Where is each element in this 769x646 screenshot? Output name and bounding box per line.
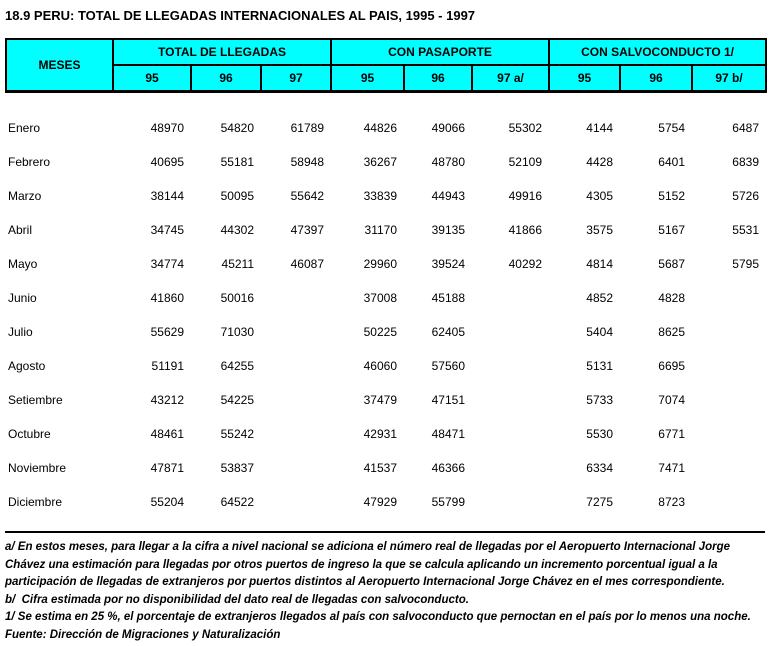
value-cell bbox=[260, 281, 330, 315]
value-cell: 55242 bbox=[220, 427, 254, 441]
value-cell: 71030 bbox=[220, 325, 254, 339]
value-cell: 46060 bbox=[363, 359, 397, 373]
month-cell: Agosto bbox=[8, 359, 46, 373]
year-header: 96 bbox=[620, 65, 692, 92]
value-cell: 37479 bbox=[363, 393, 397, 407]
year-header: 95 bbox=[331, 65, 404, 92]
value-cell bbox=[260, 383, 330, 417]
value-cell: 40695 bbox=[150, 155, 184, 169]
value-cell: 7074 bbox=[658, 393, 685, 407]
value-cell: 38144 bbox=[150, 189, 184, 203]
value-cell: 41866 bbox=[508, 223, 542, 237]
year-header: 97 a/ bbox=[472, 65, 549, 92]
value-cell: 6334 bbox=[586, 461, 613, 475]
value-cell bbox=[471, 451, 548, 485]
page-title: 18.9 PERU: TOTAL DE LLEGADAS INTERNACIONALES AL PAIS, 1995 - 1997 bbox=[5, 8, 476, 23]
value-cell: 47871 bbox=[150, 461, 184, 475]
month-cell: Noviembre bbox=[8, 461, 67, 475]
value-cell: 6839 bbox=[732, 155, 759, 169]
value-cell: 6401 bbox=[658, 155, 685, 169]
value-cell: 62405 bbox=[431, 325, 465, 339]
value-cell: 4852 bbox=[586, 291, 613, 305]
value-cell: 7471 bbox=[658, 461, 685, 475]
value-cell: 4814 bbox=[586, 257, 613, 271]
value-cell: 49916 bbox=[508, 189, 542, 203]
value-cell: 37008 bbox=[363, 291, 397, 305]
value-cell: 29960 bbox=[363, 257, 397, 271]
year-header: 95 bbox=[113, 65, 191, 92]
value-cell: 55181 bbox=[220, 155, 254, 169]
value-cell: 36267 bbox=[363, 155, 397, 169]
value-cell: 33839 bbox=[363, 189, 397, 203]
table-row bbox=[5, 451, 765, 485]
month-cell: Setiembre bbox=[8, 393, 63, 407]
value-cell bbox=[471, 281, 548, 315]
value-cell: 8625 bbox=[658, 325, 685, 339]
table-header bbox=[5, 38, 767, 93]
value-cell: 31170 bbox=[364, 223, 397, 237]
year-header: 97 bbox=[261, 65, 331, 92]
footnote: b/ Cifra estimada por no disponibilidad del dato real de llegadas con salvoconducto. bbox=[5, 593, 469, 606]
value-cell: 45188 bbox=[431, 291, 465, 305]
value-cell bbox=[691, 349, 765, 383]
column-header-meses: MESES bbox=[6, 39, 113, 92]
value-cell: 48970 bbox=[150, 121, 184, 135]
value-cell: 58948 bbox=[290, 155, 324, 169]
value-cell bbox=[471, 485, 548, 519]
value-cell: 50095 bbox=[220, 189, 254, 203]
value-cell: 49066 bbox=[431, 121, 465, 135]
value-cell: 61789 bbox=[290, 121, 324, 135]
value-cell: 6487 bbox=[732, 121, 759, 135]
value-cell: 39135 bbox=[431, 223, 465, 237]
value-cell: 55642 bbox=[290, 189, 324, 203]
month-cell: Diciembre bbox=[8, 495, 63, 509]
footnote: Fuente: Dirección de Migraciones y Naturalización bbox=[5, 628, 281, 641]
footnote: 1/ Se estima en 25 %, el porcentaje de extranjeros llegados al país con salvoconducto que pernoctan en el país por lo menos una noche. bbox=[5, 611, 751, 623]
value-cell: 57560 bbox=[431, 359, 465, 373]
value-cell: 41860 bbox=[150, 291, 184, 305]
value-cell: 4828 bbox=[658, 291, 685, 305]
month-cell: Julio bbox=[8, 325, 33, 339]
value-cell: 50225 bbox=[363, 325, 397, 339]
value-cell: 34745 bbox=[150, 223, 184, 237]
month-cell: Octubre bbox=[8, 427, 51, 441]
table-row bbox=[5, 111, 765, 145]
year-header: 96 bbox=[191, 65, 261, 92]
value-cell: 4144 bbox=[586, 121, 613, 135]
footnote: a/ En estos meses, para llegar a la cifra a nivel nacional se adiciona el número real de llegadas por el Aeropuerto Internacional Jorge Chávez una estimación para llegadas por otros puertos de ingreso la que se calcula aplicando un incremento porcentual igual a la participación de llegadas de extranjeros por puertos distintos al Aeropuerto Internacional Jorge Chávez en el mes correspondiente. bbox=[5, 541, 734, 588]
value-cell: 64522 bbox=[220, 495, 254, 509]
table-row bbox=[5, 247, 765, 281]
table-row bbox=[5, 315, 765, 349]
value-cell: 8723 bbox=[658, 495, 685, 509]
value-cell bbox=[471, 417, 548, 451]
value-cell: 5754 bbox=[658, 121, 685, 135]
value-cell: 47151 bbox=[431, 393, 465, 407]
value-cell: 45211 bbox=[221, 257, 254, 271]
value-cell: 48471 bbox=[431, 427, 465, 441]
value-cell bbox=[260, 315, 330, 349]
value-cell: 54225 bbox=[220, 393, 254, 407]
value-cell: 44943 bbox=[431, 189, 465, 203]
value-cell: 46366 bbox=[431, 461, 465, 475]
value-cell bbox=[471, 315, 548, 349]
table-body bbox=[5, 111, 765, 519]
value-cell: 48780 bbox=[431, 155, 465, 169]
value-cell: 54820 bbox=[220, 121, 254, 135]
value-cell: 5404 bbox=[586, 325, 613, 339]
value-cell: 5531 bbox=[732, 223, 759, 237]
value-cell: 42931 bbox=[363, 427, 397, 441]
value-cell: 55302 bbox=[508, 121, 542, 135]
value-cell: 48461 bbox=[150, 427, 184, 441]
value-cell: 5795 bbox=[732, 257, 759, 271]
table-row bbox=[5, 485, 765, 519]
value-cell: 7275 bbox=[586, 495, 613, 509]
value-cell bbox=[260, 417, 330, 451]
group-header-con-salvoconducto: CON SALVOCONDUCTO 1/ bbox=[549, 39, 766, 65]
value-cell bbox=[471, 383, 548, 417]
value-cell: 43212 bbox=[150, 393, 184, 407]
value-cell: 52109 bbox=[508, 155, 542, 169]
value-cell bbox=[691, 383, 765, 417]
value-cell: 47929 bbox=[363, 495, 397, 509]
table-row bbox=[5, 179, 765, 213]
table-row bbox=[5, 349, 765, 383]
value-cell: 4305 bbox=[586, 189, 613, 203]
value-cell: 55204 bbox=[150, 495, 184, 509]
value-cell: 3575 bbox=[586, 223, 613, 237]
group-header-total-llegadas: TOTAL DE LLEGADAS bbox=[113, 39, 331, 65]
value-cell bbox=[260, 349, 330, 383]
value-cell: 5733 bbox=[586, 393, 613, 407]
value-cell: 5687 bbox=[658, 257, 685, 271]
month-cell: Febrero bbox=[8, 155, 51, 169]
value-cell bbox=[691, 281, 765, 315]
table-row bbox=[5, 213, 765, 247]
value-cell bbox=[691, 451, 765, 485]
value-cell: 34774 bbox=[150, 257, 184, 271]
year-header: 97 b/ bbox=[692, 65, 766, 92]
value-cell bbox=[260, 451, 330, 485]
value-cell bbox=[260, 485, 330, 519]
value-cell: 5167 bbox=[658, 223, 685, 237]
year-header: 96 bbox=[404, 65, 472, 92]
value-cell: 6771 bbox=[658, 427, 685, 441]
table-row bbox=[5, 281, 765, 315]
value-cell: 50016 bbox=[220, 291, 254, 305]
value-cell: 44302 bbox=[220, 223, 254, 237]
value-cell: 55799 bbox=[431, 495, 465, 509]
value-cell: 53837 bbox=[220, 461, 254, 475]
value-cell bbox=[691, 315, 765, 349]
value-cell: 5530 bbox=[586, 427, 613, 441]
table-row bbox=[5, 383, 765, 417]
table-row bbox=[5, 145, 765, 179]
footnotes-section bbox=[5, 531, 765, 644]
group-header-con-pasaporte: CON PASAPORTE bbox=[331, 39, 549, 65]
month-cell: Marzo bbox=[8, 189, 42, 203]
month-cell: Enero bbox=[8, 121, 41, 135]
value-cell: 5726 bbox=[732, 189, 759, 203]
value-cell: 5131 bbox=[586, 359, 613, 373]
value-cell: 4428 bbox=[586, 155, 613, 169]
year-header: 95 bbox=[549, 65, 620, 92]
table-row bbox=[5, 417, 765, 451]
value-cell: 44826 bbox=[363, 121, 397, 135]
month-cell: Mayo bbox=[8, 257, 38, 271]
value-cell bbox=[691, 485, 765, 519]
value-cell: 41537 bbox=[363, 461, 397, 475]
value-cell bbox=[471, 349, 548, 383]
value-cell: 47397 bbox=[290, 223, 324, 237]
month-cell: Abril bbox=[8, 223, 33, 237]
value-cell: 64255 bbox=[220, 359, 254, 373]
value-cell: 51191 bbox=[151, 359, 184, 373]
value-cell: 46087 bbox=[290, 257, 324, 271]
month-cell: Junio bbox=[8, 291, 37, 305]
value-cell bbox=[691, 417, 765, 451]
value-cell: 55629 bbox=[150, 325, 184, 339]
data-rows bbox=[5, 111, 765, 519]
value-cell: 5152 bbox=[658, 189, 685, 203]
value-cell: 39524 bbox=[431, 257, 465, 271]
value-cell: 6695 bbox=[658, 359, 685, 373]
value-cell: 40292 bbox=[508, 257, 542, 271]
